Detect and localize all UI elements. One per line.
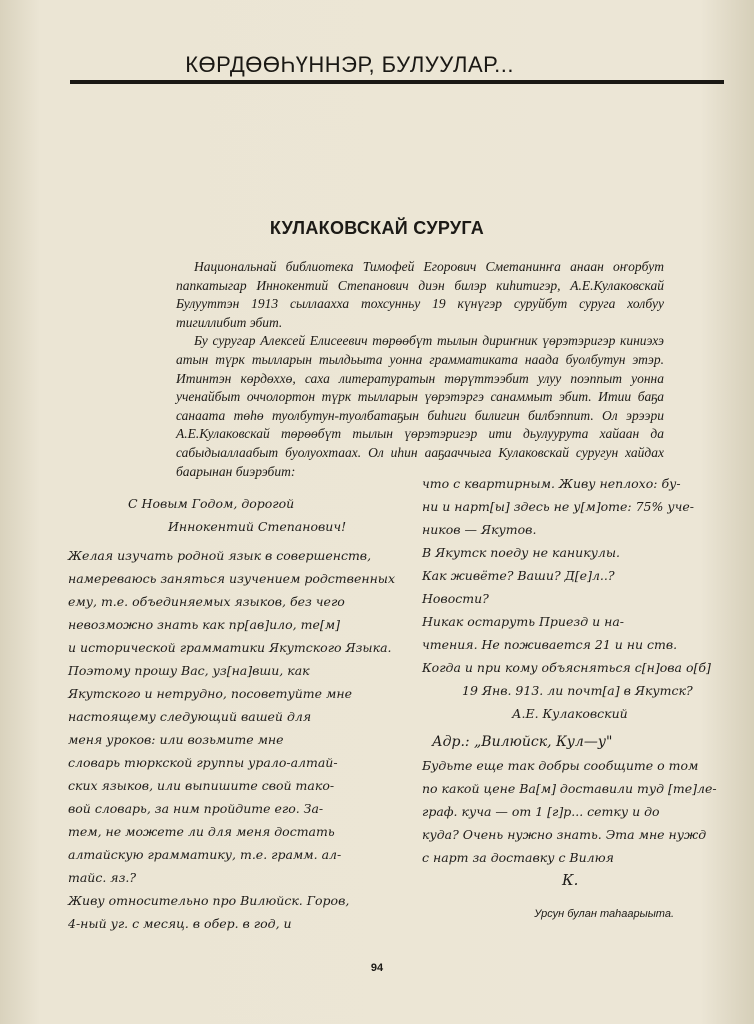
letter-line: Будьте еще так добры сообщите о том xyxy=(422,758,699,773)
letter-line: ни и нарт[ы] здесь не у[м]оте: 75% уче- xyxy=(422,499,694,514)
letter-line: невозможно знать как пр[ав]ило, те[м] xyxy=(68,617,340,632)
intro-text xyxy=(176,258,664,481)
running-head-rule xyxy=(70,80,724,84)
letter-line: Новости? xyxy=(422,591,489,606)
letter-line: настоящему следующий вашей для xyxy=(68,709,312,724)
letter-line: меня уроков: или возьмите мне xyxy=(68,732,284,747)
letter-line: Как живёте? Ваши? Д[е]л..? xyxy=(422,568,615,583)
letter-line: намереваюсь заняться изучением родственных xyxy=(68,571,396,586)
letter-line: Живу относительно про Вилюйск. Горов, xyxy=(68,893,350,908)
letter-address: Адр.: „Вилюйск, Кул—у" xyxy=(432,734,613,750)
letter-line: словарь тюркской группы урало-алтай- xyxy=(68,755,338,770)
letter-salutation: С Новым Годом, дорогой xyxy=(128,496,295,511)
letter-line: 4-ный уг. с месяц. в обер. в год, и xyxy=(68,916,292,931)
bleed-through-texture xyxy=(310,95,730,215)
running-head xyxy=(70,50,724,90)
letter-left-column xyxy=(68,492,396,935)
letter-line: алтайскую грамматику, т.е. грамм. ал- xyxy=(68,847,342,862)
letter-line: Когда и при кому объясняться с[н]ова о[б] xyxy=(422,660,711,675)
article-title: КУЛАКОВСКАЙ СУРУГА xyxy=(269,218,485,238)
page-number: 94 xyxy=(370,962,384,974)
letter-salutation-name: Иннокентий Степанович! xyxy=(168,519,347,534)
letter-line: вой словарь, за ним пройдите его. За- xyxy=(68,801,324,816)
letter-line: чтения. Не поживается 21 и ни ств. xyxy=(422,637,678,652)
letter-line: и исторической грамматики Якутского Языка. xyxy=(68,640,392,655)
letter-line: ему, т.е. объединяемых языков, без чего xyxy=(68,594,345,609)
letter-line: Желая изучать родной язык в совершенств, xyxy=(68,548,372,563)
letter-line: Никак остаруть Приезд и на- xyxy=(422,614,625,629)
running-head-title: КӨРДӨӨҺҮННЭР, БУЛУУЛАР... xyxy=(185,52,514,77)
letter-line: куда? Очень нужно знать. Эта мне нужд xyxy=(422,827,707,842)
intro-paragraph: Национальнай библиотека Тимофей Егорович Сметанинҥа анаан оҥорбут папкатыгар Иннокентий Степанович диэн билэр киһитигэр, А.Е.Кулаковскай Булууттэн 1913 сыллаахха тохсунньу 19 күнүгэр суруйбут суруга холбуу тигиллибит эбит. xyxy=(176,259,664,330)
letter-line: по какой цене Ва[м] доставили туд [те]ле- xyxy=(422,781,717,796)
letter-date: 19 Янв. 913. ли почт[а] в Якутск? xyxy=(462,683,693,698)
letter-line: В Якутск поеду не каникулы. xyxy=(422,545,621,560)
letter-line: Якутского и нетрудно, посоветуйте мне xyxy=(68,686,353,701)
letter-right-column xyxy=(422,472,722,892)
photo-caption: Урсун булан таһаарыыта. xyxy=(534,908,674,920)
letter-initial: К. xyxy=(562,871,579,889)
letter-line: с нарт за доставку с Вилюя xyxy=(422,850,614,865)
letter-line: ников — Якутов. xyxy=(422,522,537,537)
letter-signature: А.Е. Кулаковский xyxy=(512,706,628,721)
letter-line: тайс. яз.? xyxy=(68,870,137,885)
letter-line: граф. куча — от 1 [г]р... сетку и до xyxy=(422,804,660,819)
intro-paragraph: Бу суругар Алексей Елисеевич төрөөбүт тылын дириҥник үөрэтэригэр киниэхэ атын түрк тылларын тылдьыта уонна грамматиката наада буолбутун этэр. Итинтэн көрдөххө, саха литературатын төрүттээбит улуу поэппыт уонна ученайбыт оччолортон түрк тылларын үөрэтэргэ санаммыт эбит. Итии баҕа санаата төһө туолбутун-туолбатаҕын биһиги билигин билбэппит. Ол эрээри А.Е.Кулаковскай төрөөбүт тылын үөрэтэригэр ити дьулуурута хайаан да сабыдыаллаабыт буолуохтаах. Ол иһин ааҕааччыга Кулаковскай суругун хайдах баарынан биэрэбит: xyxy=(176,333,664,479)
letter-line: что с квартирным. Живу неплохо: бу- xyxy=(422,476,681,491)
letter-line: Поэтому прошу Вас, уз[на]вши, как xyxy=(68,663,310,678)
letter-line: ских языков, или выпишите свой тако- xyxy=(68,778,335,793)
letter-line: тем, не можете ли для меня достать xyxy=(68,824,335,839)
